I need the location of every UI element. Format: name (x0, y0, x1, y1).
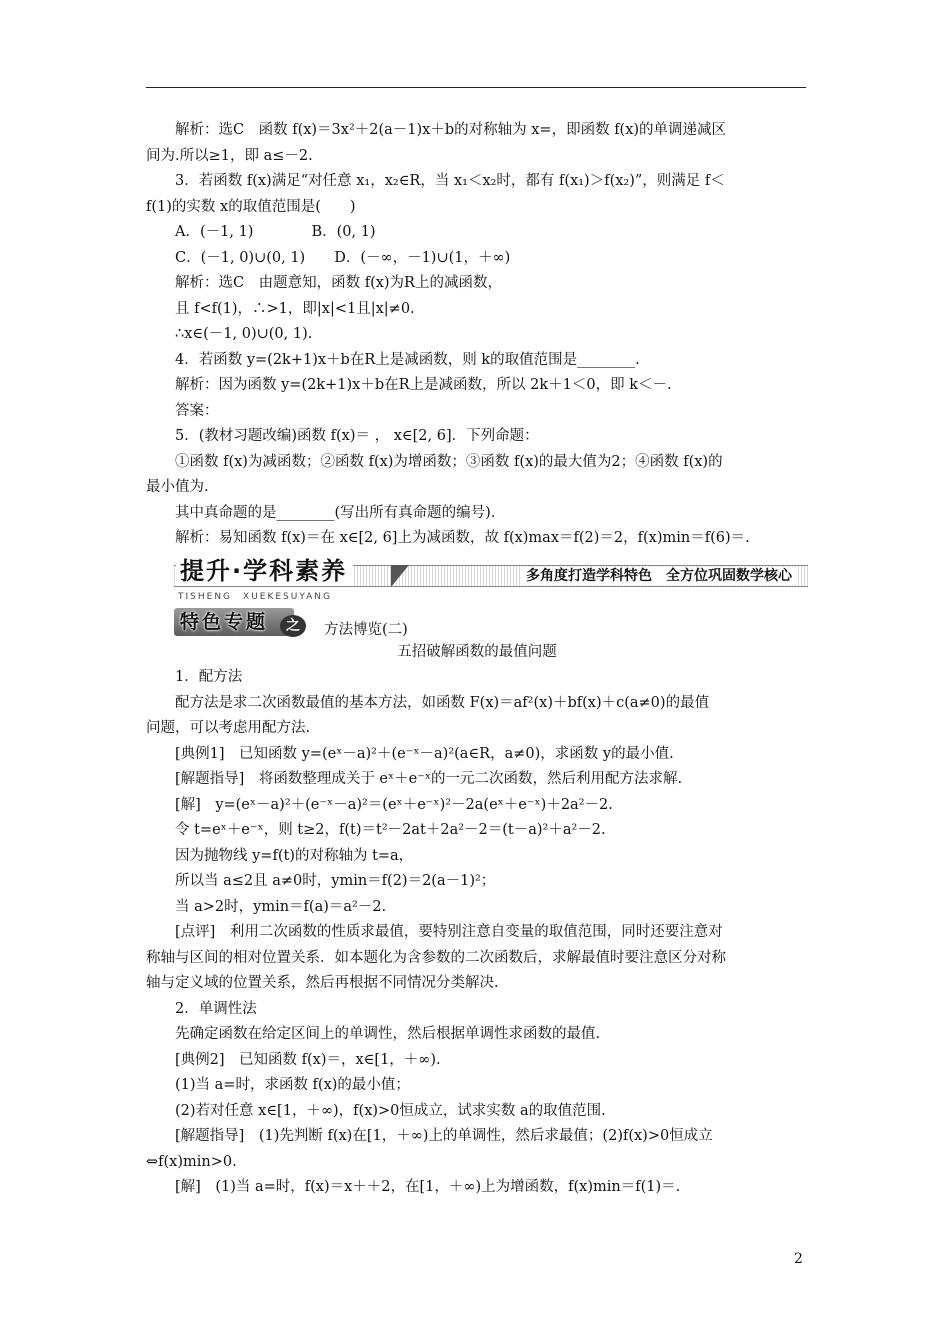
text-line: 因为抛物线 y=f(t)的对称轴为 t=a， (175, 847, 414, 864)
text-line: 4．若函数 y=(2k+1)x＋b在R上是减函数，则 k的取值范围是________. (175, 351, 640, 368)
text-line: [典例2] 已知函数 f(x)＝，x∈[1，＋∞). (175, 1051, 441, 1068)
text-line: 轴与定义域的位置关系，然后再根据不同情况分类解决. (146, 975, 499, 991)
text-line: [解] (1)当 a=时，f(x)＝x＋＋2，在[1，＋∞)上为增函数，f(x)min＝f(1)＝. (175, 1179, 681, 1195)
text-line: 先确定函数在给定区间上的单调性，然后根据单调性求函数的最值. (175, 1026, 601, 1042)
banner-wedge (391, 565, 409, 587)
text-line: 解析：选C 函数 f(x)＝3x²＋2(a－1)x＋b的对称轴为 x=，即函数 f(x)的单调递减区 (175, 122, 727, 138)
text-line: 1．配方法 (175, 669, 243, 685)
text-line: 解析：选C 由题意知，函数 f(x)为R上的减函数， (175, 275, 502, 291)
text-line: 当 a>2时，ymin＝f(a)＝a²－2. (175, 898, 387, 915)
text-line: 配方法是求二次函数最值的基本方法，如函数 F(x)＝af²(x)＋bf(x)＋c(a≠0)的最值 (175, 694, 710, 711)
text-line: 所以当 a≤2且 a≠0时，ymin＝f(2)＝2(a－1)²； (175, 873, 496, 889)
text-line: 2．单调性法 (175, 1000, 257, 1017)
text-line: [解题指导] 将函数整理成关于 eˣ＋e⁻ˣ的一元二次函数，然后利用配方法求解. (175, 771, 683, 787)
special-topic-header (146, 606, 808, 640)
text-line: 解析：因为函数 y=(2k+1)x＋b在R上是减函数，所以 2k＋1＜0，即 k＜－. (175, 377, 672, 393)
text-line: f(1)的实数 x的取值范围是( ) (146, 198, 356, 215)
text-line: (2)若对任意 x∈[1，＋∞)，f(x)>0恒成立，试求实数 a的取值范围. (175, 1102, 606, 1119)
header-rule (146, 87, 806, 88)
page-number: 2 (794, 1251, 803, 1267)
banner-slogan: 多角度打造学科特色 全方位巩固数学核心 (520, 567, 798, 585)
text-line: C．(－1, 0)∪(0, 1) D．(－∞，－1)∪(1，＋∞) (175, 249, 511, 266)
text-line: [解] y=(eˣ－a)²＋(e⁻ˣ－a)²＝(eˣ＋e⁻ˣ)²－2a(eˣ＋e⁻ˣ)＋2a²－2. (175, 796, 613, 813)
text-line: 且 f<f(1)，∴>1，即|x|<1且|x|≠0. (175, 300, 415, 317)
page-body (146, 118, 808, 1201)
topic-badge-text: 特色专题 (180, 610, 269, 633)
banner-pinyin: TISHENG XUEKESUYANG (178, 591, 333, 602)
banner-title: 提升·学科素养 (176, 556, 353, 586)
text-line: 称轴与区间的相对位置关系．如本题化为含参数的二次函数后，求解最值时要注意区分对称 (146, 949, 726, 966)
text-line: [点评] 利用二次函数的性质求最值，要特别注意自变量的取值范围，同时还要注意对 (175, 924, 723, 940)
text-line: ∴x∈(－1, 0)∪(0, 1). (175, 326, 313, 342)
text-line: (1)当 a=时，求函数 f(x)的最小值； (175, 1077, 410, 1093)
topic-heading: 五招破解函数的最值问题 (397, 643, 557, 660)
text-line: 令 t=eˣ＋e⁻ˣ，则 t≥2，f(t)＝t²－2at＋2a²－2＝(t－a)²＋a²－2. (175, 822, 606, 838)
text-line: 答案： (175, 402, 219, 419)
text-line: 间为.所以≥1，即 a≤－2. (146, 147, 313, 164)
text-line: ①函数 f(x)为减函数；②函数 f(x)为增函数；③函数 f(x)的最大值为2；④函数 f(x)的 (175, 453, 723, 470)
text-line: 3．若函数 f(x)满足“对任意 x₁，x₂∈R，当 x₁＜x₂时，都有 f(x₁)＞f(x₂)”，则满足 f＜ (175, 173, 725, 189)
topic-circle: 之 (280, 615, 306, 637)
topic-subtitle: 方法博览(二) (324, 621, 408, 638)
text-line: 问题，可以考虑用配方法. (146, 720, 311, 736)
text-line: A．(－1, 1) B．(0, 1) (175, 224, 376, 240)
text-line: 其中真命题的是________(写出所有真命题的编号). (175, 504, 496, 521)
text-line: 解析：易知函数 f(x)＝在 x∈[2, 6]上为减函数，故 f(x)max＝f(2)＝2，f(x)min＝f(6)＝. (175, 530, 750, 546)
text-line: [典例1] 已知函数 y=(eˣ－a)²＋(e⁻ˣ－a)²(a∈R，a≠0)，求函数 y的最小值. (175, 745, 674, 762)
section-banner (146, 556, 808, 600)
text-line: [解题指导] (1)先判断 f(x)在[1，＋∞)上的单调性，然后求最值；(2)f(x)>0恒成立 (175, 1128, 713, 1144)
solution-block (146, 118, 808, 552)
text-line: 5．(教材习题改编)函数 f(x)＝ ， x∈[2, 6]．下列命题： (175, 428, 539, 444)
text-line: ⇔f(x)min>0. (146, 1153, 237, 1170)
text-line: 最小值为. (146, 479, 209, 495)
method-block (146, 665, 808, 1201)
